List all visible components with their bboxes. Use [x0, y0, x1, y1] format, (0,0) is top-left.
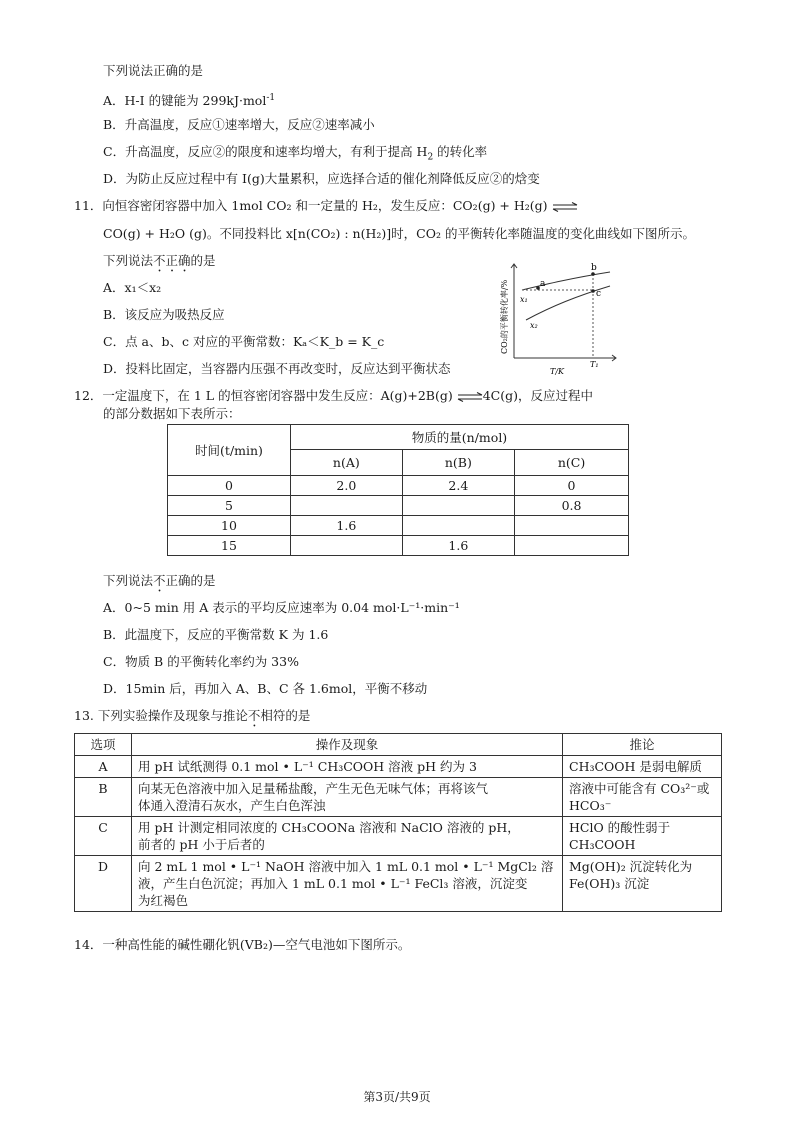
- equilibrium-arrow-icon: [457, 392, 483, 402]
- header-option: 选项: [75, 734, 132, 756]
- q10-option-c: C．升高温度，反应②的限度和速率均增大，有利于提高 $H_2$ 的转化率: [103, 144, 488, 163]
- col-na: n(A): [291, 450, 403, 476]
- graph-ylabel: CO₂的平衡转化率/%: [500, 279, 509, 354]
- header-amount: 物质的量(n/mol): [291, 425, 629, 450]
- q12-option-c: C．物质 B 的平衡转化率约为 33%: [103, 654, 299, 669]
- graph-xlabel: T/K: [550, 367, 565, 376]
- q11-option-d: D．投料比固定，当容器内压强不再改变时，反应达到平衡状态: [103, 361, 451, 376]
- header-operation: 操作及现象: [132, 734, 563, 756]
- q10-option-d: D．为防止反应过程中有 I(g)大量累积，应选择合适的催化剂降低反应②的焓变: [103, 171, 540, 186]
- q12-data-table: [167, 424, 629, 556]
- q11-option-a: A．x₁＜x₂: [103, 280, 162, 295]
- label-a: a: [540, 279, 546, 289]
- q12-stem-line2: 的部分数据如下表所示：: [103, 406, 241, 421]
- label-x2: x₂: [530, 321, 538, 330]
- header-time: 时间(t/min): [168, 425, 291, 476]
- equilibrium-arrow-icon: [552, 202, 578, 212]
- q12-stem-line1: 12．一定温度下，在 1 L 的恒容密闭容器中发生反应：A(g)+2B(g) 4C(g)，反应过程中: [74, 388, 593, 403]
- label-b: b: [591, 263, 597, 273]
- q13-stem: 13. 下列实验操作及现象与推论不相符的是: [74, 708, 311, 723]
- table-row: 10 1.6: [168, 516, 629, 536]
- q12-option-b: B．此温度下，反应的平衡常数 K 为 1.6: [103, 627, 329, 642]
- q14-stem: 14．一种高性能的碱性硼化钒(VB₂)—空气电池如下图所示。: [74, 937, 411, 952]
- q12-option-d: D．15min 后，再加入 A、B、C 各 1.6mol，平衡不移动: [103, 681, 428, 696]
- curve-x1: [522, 272, 610, 290]
- q10-option-b: B．升高温度，反应①速率增大，反应②速率减小: [103, 117, 375, 132]
- col-nb: n(B): [402, 450, 514, 476]
- label-x1: x₁: [520, 295, 528, 304]
- table-row: D 向 2 mL 1 mol • L⁻¹ NaOH 溶液中加入 1 mL 0.1 mol • L⁻¹ MgCl₂ 溶 液，产生白色沉淀；再加入 1 mL 0.1 mol • L⁻¹ FeCl₃ 溶液，沉淀变 为红褐色 Mg(OH)₂ 沉淀转化为 Fe(OH)₃ 沉淀: [75, 856, 722, 912]
- point-c: [591, 289, 595, 293]
- q11-stem-line1: 11．向恒容密闭容器中加入 1mol CO₂ 和一定量的 H₂，发生反应：CO₂(g) + H₂(g): [74, 197, 578, 215]
- q11-prompt: 下列说法不正确的是: [103, 253, 216, 268]
- label-c: c: [596, 289, 602, 299]
- table-row: B 向某无色溶液中加入足量稀盐酸，产生无色无味气体；再将该气 体通入澄清石灰水，产生白色浑浊 溶液中可能含有 CO₃²⁻或 HCO₃⁻: [75, 778, 722, 817]
- table-row: 15 1.6: [168, 536, 629, 556]
- col-nc: n(C): [515, 450, 629, 476]
- table-row: C 用 pH 计测定相同浓度的 CH₃COONa 溶液和 NaClO 溶液的 pH， 前者的 pH 小于后者的 HClO 的酸性弱于 CH₃COOH: [75, 817, 722, 856]
- q13-experiment-table: [74, 733, 722, 912]
- q12-option-a: A．0~5 min 用 A 表示的平均反应速率为 0.04 mol·L⁻¹·min⁻¹: [103, 600, 460, 615]
- table-row: 5 0.8: [168, 496, 629, 516]
- q11-option-c: C．点 a、b、c 对应的平衡常数：Kₐ＜K_b = K_c: [103, 334, 385, 349]
- table-row: 0 2.0 2.4 0: [168, 476, 629, 496]
- label-t1: T₁: [590, 360, 599, 369]
- q11-conversion-graph: [492, 258, 622, 378]
- q10-option-a: A．H-I 的键能为 299kJ·mol$^{-1}$: [103, 93, 276, 109]
- q11-option-b: B．该反应为吸热反应: [103, 307, 225, 322]
- page-footer: 第3页/共9页: [363, 1090, 431, 1104]
- q10-prompt: 下列说法正确的是: [103, 63, 204, 78]
- header-inference: 推论: [563, 734, 722, 756]
- table-row: A 用 pH 试纸测得 0.1 mol • L⁻¹ CH₃COOH 溶液 pH 约为 3 CH₃COOH 是弱电解质: [75, 756, 722, 778]
- q11-stem-line2: CO(g) + H₂O (g)。不同投料比 x[n(CO₂) : n(H₂)]时，CO₂ 的平衡转化率随温度的变化曲线如下图所示。: [103, 226, 695, 241]
- q12-prompt: 下列说法不正确的是: [103, 573, 216, 588]
